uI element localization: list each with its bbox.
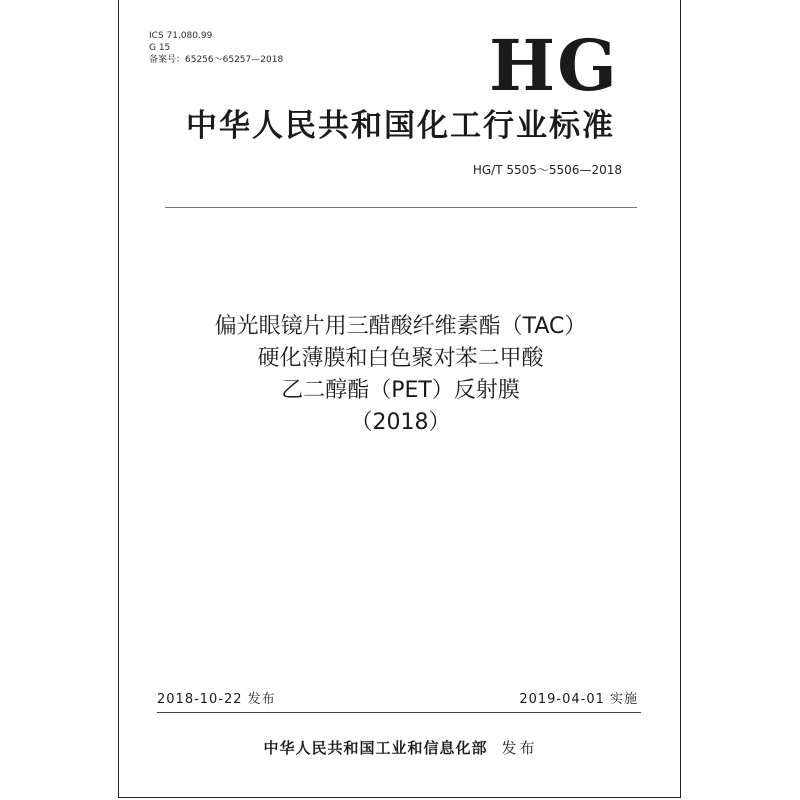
document-title-line: （2018） <box>350 410 451 435</box>
publisher-org: 中华人民共和国工业和信息化部 <box>263 739 488 757</box>
standard-cover <box>118 0 681 798</box>
class-code: G 15 <box>149 43 171 53</box>
document-title-line: 硬化薄膜和白色聚对苯二甲酸 <box>257 346 544 371</box>
publisher-suffix: 发布 <box>501 739 538 757</box>
document-title <box>119 311 682 439</box>
standard-number: HG/T 5505～5506—2018 <box>472 163 622 177</box>
ics-code: ICS 71.080.99 <box>149 31 213 41</box>
record-number: 备案号：65256～65257—2018 <box>149 55 284 65</box>
document-title-line: 偏光眼镜片用三醋酸纤维素酯（TAC） <box>214 314 587 339</box>
standard-category-title: 中华人民共和国化工行业标准 <box>186 108 615 144</box>
header-divider <box>165 207 637 208</box>
hg-logo: HG <box>489 24 619 107</box>
issue-date: 2018-10-22 发布 <box>157 692 276 707</box>
publisher-line <box>119 738 682 758</box>
classification-codes <box>149 30 283 66</box>
implementation-date: 2019-04-01 实施 <box>519 692 638 707</box>
footer-divider <box>157 712 641 713</box>
document-title-line: 乙二醇酯（PET）反射膜 <box>281 378 520 403</box>
